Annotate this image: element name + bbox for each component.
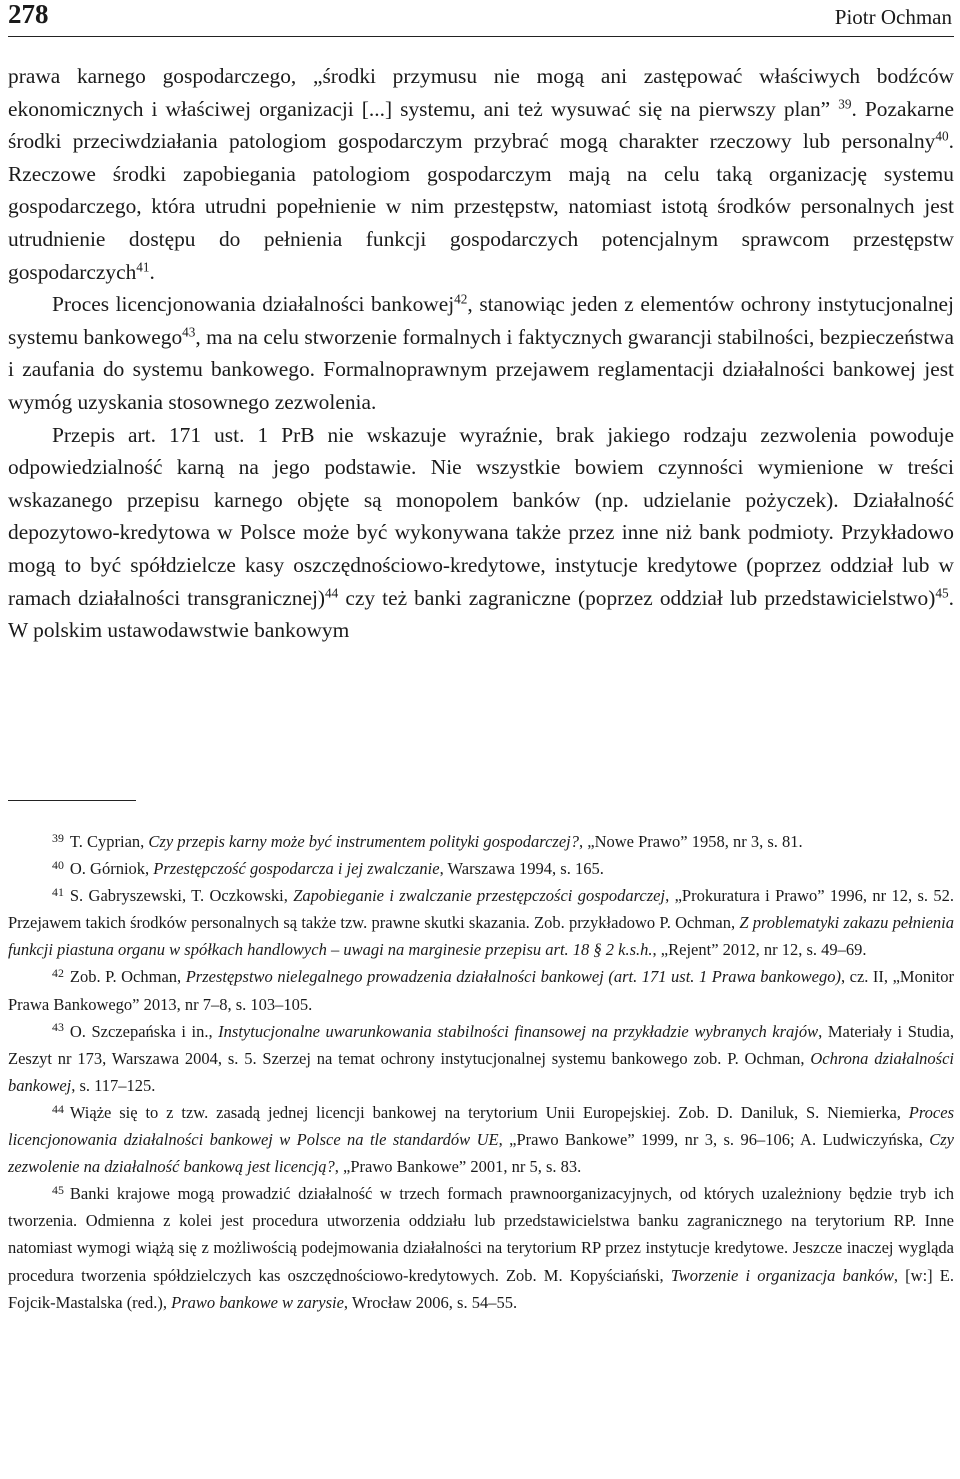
footnote-ref-45: 45 [935,585,949,601]
footnote-number: 45 [52,1182,64,1197]
paragraph-1: prawa karnego gospodarczego, „środki przymusu nie mogą ani zastępować właściwych bodźców ekonomicznych i właściwej organizacji [...] systemu, ani też wysuwać się na pierwszy plan” $^{39}$. Pozakarne środki przeciwdziałania patologiom gospodarczym przybrać mogą charakter rzeczowy lub personalny$^{40}$. Rzeczowe środki zapobiegania patologiom gospodarczym mają na celu taką organizację systemu gospodarczego, która utrudni popełnienie w nim przestępstw, natomiast istotą środków personalnych jest utrudnienie dostępu do pełnienia funkcji gospodarczych potencjalnym sprawcom przestępstw gospodarczych$^{41}$. [8,64,954,284]
footnote-number: 43 [52,1020,64,1035]
footnotes [8,828,954,1316]
footnote-ref-42: 42 [454,291,468,307]
footnote-ref-40: 40 [935,128,949,144]
footnote-39: $^{39}$ T. Cyprian, Czy przepis karny może być instrumentem polityki gospodarczej?, „Nowe Prawo” 1958, nr 3, s. 81. [52,830,803,851]
footnote-43: $^{43}$ O. Szczepańska i in., Instytucjonalne uwarunkowania stabilności finansowej na przykładzie wybranych krajów, Materiały i Studia, Zeszyt nr 173, Warszawa 2004, s. 5. Szerzej na temat ochrony instytucjonalnej systemu bankowego zob. P. Ochman, Ochrona działalności bankowej, s. 117–125. [8,1020,954,1095]
running-head-author: Piotr Ochman [834,5,952,29]
footnote-ref-39: 39 [838,96,852,112]
footnote-ref-41: 41 [136,259,150,275]
footnote-number: 44 [52,1101,64,1116]
footnote-ref-44: 44 [325,585,339,601]
footnote-41: $^{41}$ S. Gabryszewski, T. Oczkowski, Zapobieganie i zwalczanie przestępczości gospodarczej, „Prokuratura i Prawo” 1996, nr 12, s. 52. Przejawem takich środków personalnych są także tzw. prawne skutki skazania. Zob. przykładowo P. Ochman, Z problematyki zakazu pełnienia funkcji piastuna organu w spółkach handlowych – uwagi na marginesie przepisu art. 18 § 2 k.s.h., „Rejent” 2012, nr 12, s. 49–69. [8,884,954,960]
footnote-40: $^{40}$ O. Górniok, Przestępczość gospodarcza i jej zwalczanie, Warszawa 1994, s. 165. [52,857,604,879]
footnote-44: $^{44}$ Wiąże się to z tzw. zasadą jednej licencji bankowej na terytorium Unii Europejskiej. Zob. D. Daniluk, S. Niemierka, Proces licencjonowania działalności bankowej w Polsce na tle standardów UE, „Prawo Bankowe” 1999, nr 3, s. 96–106; A. Ludwiczyńska, Czy zezwolenie na działalność bankową jest licencją?, „Prawo Bankowe” 2001, nr 5, s. 83. [8,1101,954,1177]
footnote-separator [8,800,136,801]
footnote-ref-43: 43 [182,324,196,340]
footnote-number: 40 [52,857,64,872]
footnote-45: $^{45}$ Banki krajowe mogą prowadzić działalność w trzech formach prawnoorganizacyjnych, od których uzależniony będzie tryb ich tworzenia. Odmienna z kolei jest procedura utworzenia oddziału lub przedstawicielstwa banku zagranicznego na terytorium RP. Inne natomiast wymogi wiążą się z możliwością podejmowania działalności na terytorium RP przez instytucje kredytowe. Jeszcze inaczej wygląda procedura tworzenia spółdzielczych kas oszczędnościowo-kredytowych. Zob. M. Kopyściański, Tworzenie i organizacja banków, [w:] E. Fojcik-Mastalska (red.), Prawo bankowe w zarysie, Wrocław 2006, s. 54–55. [8,1182,954,1312]
footnote-42: $^{42}$ Zob. P. Ochman, Przestępstwo nielegalnego prowadzenia działalności bankowej (art. 171 ust. 1 Prawa bankowego), cz. II, „Monitor Prawa Bankowego” 2013, nr 7–8, s. 103–105. [8,966,954,1014]
main-text [8,60,954,647]
page-number: 278 [8,0,49,29]
footnote-number: 42 [52,966,64,981]
paragraph-3: Przepis art. 171 ust. 1 PrB nie wskazuje wyraźnie, brak jakiego rodzaju zezwolenia powoduje odpowiedzialność karną na jego podstawie. Nie wszystkie bowiem czynności wymienione w treści wskazanego przepisu karnego objęte są monopolem banków (np. udzielanie pożyczek). Działalność depozytowo-kredytowa w Polsce może być wykonywana także przez inne niż bank podmioty. Przykładowo mogą to być spółdzielcze kasy oszczędnościowo-kredytowe, instytucje kredytowe (poprzez oddział lub w ramach działalności transgranicznej)$^{44}$ czy też banki zagraniczne (poprzez oddział lub przedstawicielstwo)$^{45}$. W polskim ustawodawstwie bankowym [8,422,954,643]
footnote-number: 41 [52,884,64,899]
footnote-number: 39 [52,830,64,845]
paragraph-2: Proces licencjonowania działalności bankowej$^{42}$, stanowiąc jeden z elementów ochrony instytucjonalnej systemu bankowego$^{43}$, ma na celu stworzenie formalnych i faktycznych gwarancji stabilności, bezpieczeństwa i zaufania do systemu bankowego. Formalnoprawnym przejawem reglamentacji działalności bankowej jest wymóg uzyskania stosownego zezwolenia. [8,291,954,414]
page-header [8,0,954,37]
